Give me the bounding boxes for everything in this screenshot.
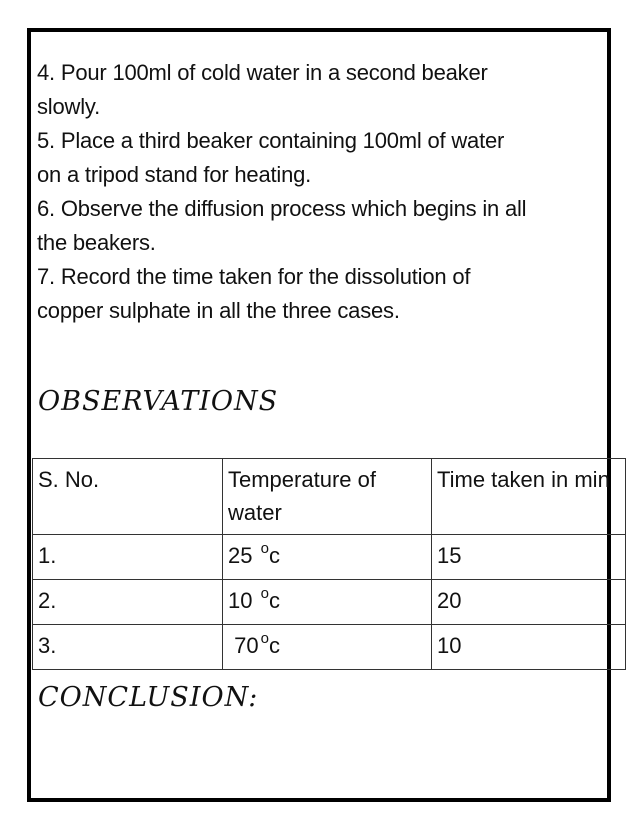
degree-symbol: o [260,540,269,557]
header-temperature: Temperature of water [223,459,432,535]
cell-time: 15 [432,535,626,580]
step-line: slowly. [37,94,100,119]
temp-unit: c [268,633,280,658]
step-line: 4. Pour 100ml of cold water in a second beaker [37,60,488,85]
observations-table [32,458,626,670]
degree-symbol: o [260,585,269,602]
cell-sno: 2. [33,580,223,625]
cell-sno: 1. [33,535,223,580]
table-row [33,625,626,670]
temp-unit: c [268,588,280,613]
step-line: on a tripod stand for heating. [37,162,312,187]
step-line: copper sulphate in all the three cases. [37,298,400,323]
cell-temperature [223,625,432,670]
step-line: 6. Observe the diffusion process which begins in all [37,196,527,221]
temp-value: 70 [234,633,259,658]
observations-heading: OBSERVATIONS [38,386,279,417]
cell-temperature [223,535,432,580]
conclusion-heading: CONCLUSION: [38,682,259,713]
temp-value: 25 [228,543,253,568]
table-header-row [33,459,626,535]
procedure-steps [37,56,603,328]
header-sno: S. No. [33,459,223,535]
cell-time: 20 [432,580,626,625]
cell-sno: 3. [33,625,223,670]
cell-time: 10 [432,625,626,670]
degree-symbol: o [260,630,269,647]
temp-value: 10 [228,588,253,613]
step-line: 5. Place a third beaker containing 100ml of water [37,128,505,153]
table-row [33,535,626,580]
step-line: the beakers. [37,230,156,255]
header-time: Time taken in min [432,459,626,535]
step-line: 7. Record the time taken for the dissolution of [37,264,471,289]
temp-unit: c [268,543,280,568]
table-row [33,580,626,625]
cell-temperature [223,580,432,625]
